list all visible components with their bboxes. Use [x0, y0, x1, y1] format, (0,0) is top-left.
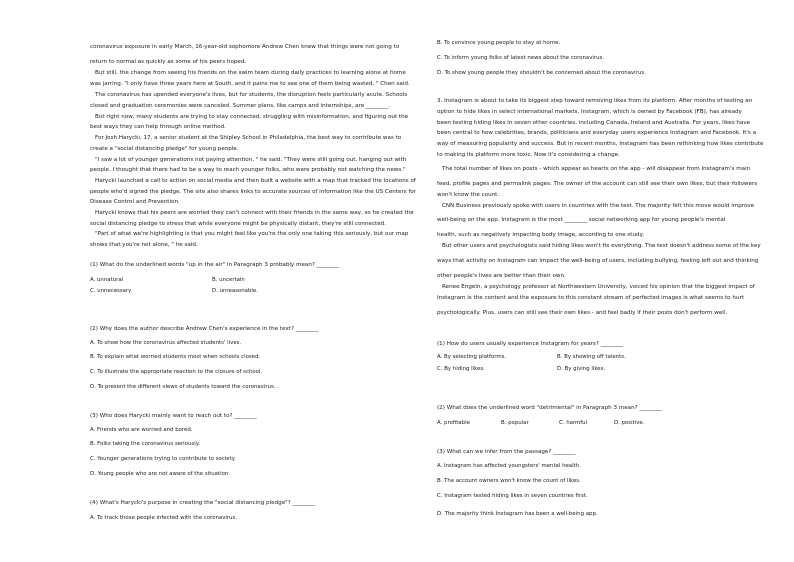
option-a[interactable]: A. profitable	[437, 420, 470, 426]
passage-line: create a "social distancing pledge" for young people.	[90, 146, 239, 152]
passage-line: Disease Control and Prevention.	[90, 199, 180, 205]
option-c[interactable]: C. To illustrate the appropriate reaction to the closure of school.	[90, 369, 263, 375]
option-a[interactable]: A. To track those people infected with the coronavirus.	[90, 515, 238, 521]
passage-line: The total number of likes on posts - which appear as hearts on the app - will disappear from Instagram's main	[442, 166, 751, 172]
passage-line: coronavirus exposure in early March, 16-year-old sophomore Andrew Chen knew that things were not going to	[90, 44, 400, 50]
option-c[interactable]: C. Instagram tested hiding likes in seven countries first.	[437, 493, 588, 499]
question-stem: (1) How do users usually experience Instagram for years? ________	[437, 341, 623, 347]
passage-line: people who'd signed the pledge. The site also shares links to accurate sources of information like the US Centers for	[90, 189, 417, 195]
question-stem: (4) What's Harycki's purpose in creating the "social distancing pledge"? ________	[90, 500, 315, 506]
passage-line: closed and graduation ceremonies were canceled. Summer plans, like camps and internships, are ________.	[90, 103, 391, 109]
passage-line: social distancing pledge to stress that while everyone might be physically distant, they're still connected.	[90, 221, 386, 227]
passage-line: was jarring. "I only have three years here at South, and it pains me to see one of them being wasted, " Chen said.	[90, 81, 410, 87]
passage-line: to making its platform more toxic. Now it's considering a change.	[437, 152, 620, 158]
option-b[interactable]: B. Folks taking the coronavirus seriously.	[90, 441, 200, 447]
passage-line: Harycki knows that his peers are worried they can't connect with their friends in the same way, so he created the	[95, 210, 414, 216]
passage-line: For Josh Harycki, 17, a senior student at the Shipley School in Philadelphia, the best way to contribute was to	[95, 135, 402, 141]
passage-line: ways that activity on Instagram can impact the well-being of users, including bullying, feeling left out and thinking	[437, 258, 759, 264]
passage-line: "Part of what we're highlighting is that you might feel like you're the only one taking this seriously, but our map	[95, 231, 409, 237]
passage-line: other people's lives are better than their own.	[437, 273, 566, 279]
option-b[interactable]: B. By showing off talents.	[557, 354, 626, 360]
passage-line: The coronavirus has upended everyone's lives, but for students, the disruption feels particularly acute. Schools	[95, 92, 408, 98]
option-d[interactable]: D. To present the different views of students toward the coronavirus. .	[90, 384, 279, 390]
option-a[interactable]: A. By selecting platforms.	[437, 354, 507, 360]
passage-line: feed, profile pages and permalink pages. The owner of the account can still see their own likes, but their followers	[437, 181, 758, 187]
passage-line: return to normal as quickly as some of his peers hoped.	[90, 59, 247, 65]
option-c[interactable]: C. To inform young folks of latest news about the coronavirus.	[437, 55, 605, 61]
passage-line: Renee Engeln, a psychology professor at Northwestern University, voiced his opinion that the biggest impact of	[442, 284, 755, 290]
question-stem: (2) Why does the author describe Andrew Chen's experience in the text? ________	[90, 326, 319, 332]
passage-line: Instagram is the content and the exposure to this constant stream of perfected images is what seems to hurt	[437, 295, 744, 301]
option-c[interactable]: C. Younger generations trying to contribute to society.	[90, 456, 236, 462]
option-b[interactable]: B. uncertain	[212, 277, 245, 283]
passage-line: shows that you're not alone, " he said.	[90, 242, 198, 248]
option-d[interactable]: D. positive.	[614, 420, 645, 426]
passage-line: been testing hiding likes in seven other countries, including Canada, Ireland and Australia. For years, likes have	[437, 120, 751, 126]
passage-line: psychologically. Plus, users can still see their own likes - and feel badly if their posts don't perform well.	[437, 310, 728, 316]
option-d[interactable]: D. By giving likes.	[557, 366, 606, 372]
passage-line: way of measuring popularity and success. But in recent months, Instagram has been rethinking how likes contribute	[437, 141, 764, 147]
option-c[interactable]: C. harmful	[559, 420, 588, 426]
option-b[interactable]: B. To convince young people to stay at home.	[437, 40, 561, 46]
option-b[interactable]: B. popular	[501, 420, 529, 426]
passage-line: 3. Instagram is about to take its biggest step toward removing likes from its platform. After months of testing an	[437, 98, 753, 104]
option-a[interactable]: A. Instagram has affected youngsters' mental health.	[437, 463, 581, 469]
passage-line: won't know the count.	[437, 192, 500, 198]
passage-line: Harycki launched a call to action on social media and then built a website with a map that tracked the locations of	[95, 178, 416, 184]
passage-line: "I saw a lot of younger generations not paying attention, " he said. "They were still going out, hanging out with	[95, 157, 407, 163]
passage-line: CNN Business previously spoke with users in countries with the test. The majority felt this move would improve	[442, 203, 755, 209]
option-d[interactable]: D. Young people who are not aware of the situation.	[90, 471, 231, 477]
passage-line: well-being on the app. Instagram is the most ________ social networking app for young people's mental	[437, 217, 726, 223]
option-c[interactable]: C. unnecessary	[90, 288, 132, 294]
question-stem: (1) What do the underlined words "up in the air" in Paragraph 3 probably mean? ________	[90, 262, 340, 268]
passage-line: option to hide likes in select international markets, Instagram, which is owned by Facebook (FB), has already	[437, 109, 742, 115]
question-stem: (3) Who does Harycki mainly want to reach out to? ________	[90, 413, 257, 419]
passage-line: health, such as negatively impacting body image, according to one study.	[437, 232, 644, 238]
passage-line: people. I thought that there had to be a way to reach younger folks, who were probably not watching the news."	[90, 167, 406, 173]
passage-line: But other users and psychologists said hiding likes won't fix everything. The test doesn't address some of the key	[442, 243, 761, 249]
option-d[interactable]: D. unreasonable.	[212, 288, 258, 294]
option-a[interactable]: A. To show how the coronavirus affected students' lives.	[90, 340, 242, 346]
option-d[interactable]: D. To show young people they shouldn't be concerned about the coronavirus.	[437, 70, 646, 76]
option-a[interactable]: A. unnatural	[90, 277, 124, 283]
question-stem: (2) What does the underlined word "detrimental" in Paragraph 3 mean? ________	[437, 405, 662, 411]
passage-line: But right now, many students are trying to stay connected, struggling with misinformation, and figuring out the	[95, 114, 409, 120]
passage-line: been central to how celebrities, brands, politicians and everyday users experience Instagram and Facebook. It's a	[437, 130, 757, 136]
option-c[interactable]: C. By hiding likes.	[437, 366, 485, 372]
option-b[interactable]: B. The account owners won't know the count of likes.	[437, 478, 581, 484]
option-d[interactable]: D. The majority think Instagram has been a well-being app.	[437, 511, 598, 517]
question-stem: (3) What can we infer from the passage? ________	[437, 449, 576, 455]
passage-line: But still, the change from seeing his friends on the swim team during daily practices to learning alone at home	[95, 70, 406, 76]
passage-line: best ways they can help through online method.	[90, 124, 226, 130]
option-b[interactable]: B. To explain what worried students most when schools closed.	[90, 354, 261, 360]
option-a[interactable]: A. Friends who are worried and bored.	[90, 427, 193, 433]
